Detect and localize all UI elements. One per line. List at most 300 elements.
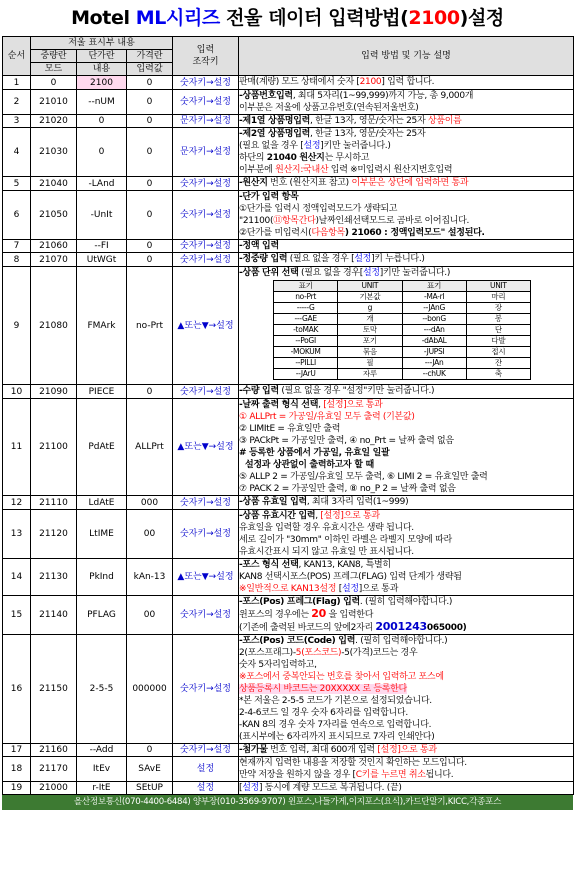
description-line	[239, 707, 573, 719]
mode-code: 21000	[31, 782, 77, 795]
description-line	[239, 659, 573, 671]
input-value: ALLPrt	[127, 399, 173, 496]
unit-row	[274, 325, 531, 336]
description	[239, 385, 574, 399]
unit-cell: 자루	[338, 369, 402, 380]
description-line	[239, 522, 573, 534]
text-run: ]키만 눌러줍니다.)	[320, 141, 391, 151]
text-run: 번호 (원산지표 참고)	[267, 178, 352, 188]
text-run: , 한글 13자, 영문/숫자는 25자	[310, 116, 428, 126]
description-line	[239, 115, 573, 127]
description-line	[239, 459, 573, 471]
description-line	[239, 177, 573, 189]
unit-cell: --JArU	[274, 369, 338, 380]
display-content: PFLAG	[77, 596, 127, 635]
unit-cell: -MA-rI	[402, 292, 466, 303]
mode-code: 21080	[31, 267, 77, 385]
text-run: 만약 저장을 원하지 않을 경우 [	[239, 770, 356, 780]
table-row	[3, 128, 574, 177]
display-content: FMArk	[77, 267, 127, 385]
input-value: 00	[127, 510, 173, 559]
unit-cell: --PoGI	[274, 336, 338, 347]
mode-code: 0	[31, 76, 77, 90]
unit-cell: 기본값	[338, 292, 402, 303]
text-run: *본 저울은 2-5-5 코드가 기본으로 설정되었습니다.	[239, 696, 432, 706]
description	[239, 267, 574, 385]
input-value: SEtUP	[127, 782, 173, 795]
text-run: (필요 없을 경우 [	[239, 141, 304, 151]
text-run: -제1열 상품명입력	[239, 116, 310, 126]
description	[239, 559, 574, 596]
text-run: 설정	[303, 141, 321, 151]
text-run: [설정]으로 통과	[323, 400, 383, 410]
text-run: 됩니다.	[425, 770, 454, 780]
mode-code: 21110	[31, 496, 77, 510]
display-content: --FI	[77, 240, 127, 253]
mode-code: 21020	[31, 115, 77, 128]
text-run: ①단가를 입력시 정액입력모드가 생략되고	[239, 204, 398, 214]
operation-key: 숫자키→설정	[173, 191, 239, 240]
operation-key: 숫자키→설정	[173, 253, 239, 267]
table-row	[3, 635, 574, 744]
unit-header-cell: UNIT	[338, 281, 402, 292]
step-number: 13	[3, 510, 31, 559]
input-value: no-Prt	[127, 267, 173, 385]
text-run: (기존에 출력된 바코드의 앞에2자리	[239, 623, 376, 633]
text-run: # 등록한 상품에서 가공일, 유효일 일괄	[239, 448, 390, 458]
text-run: 2(포스프래그)-	[239, 648, 296, 658]
operation-key: 설정	[173, 757, 239, 782]
input-value: 000	[127, 496, 173, 510]
text-run: 2001243	[375, 621, 427, 633]
description-line	[239, 510, 573, 522]
description-line	[239, 191, 573, 203]
unit-cell: no-Prt	[274, 292, 338, 303]
description-line	[239, 267, 573, 279]
text-run: ※일반적으로 KAN13설정	[239, 584, 337, 594]
unit-row	[274, 336, 531, 347]
table-row	[3, 115, 574, 128]
input-value: 0	[127, 253, 173, 267]
description-line	[239, 447, 573, 459]
mode-code: 21130	[31, 559, 77, 596]
header-price-field: 가격란	[127, 50, 173, 63]
text-run: ⑦ PACK 2 = 가공일만 출력, ⑧ no_P 2 = 날짜 출력 없음	[239, 484, 456, 494]
description-line	[239, 471, 573, 483]
unit-row	[274, 292, 531, 303]
mode-code: 21170	[31, 757, 77, 782]
description	[239, 782, 574, 795]
text-run: 2100	[359, 77, 382, 87]
text-run: [	[239, 783, 243, 793]
input-value: 0	[127, 191, 173, 240]
step-number: 6	[3, 191, 31, 240]
text-run: 숫자 5자리입력하고,	[239, 660, 317, 670]
description-line	[239, 227, 573, 239]
text-run: 입력 ※미입력시 원산지번호입력	[328, 165, 453, 175]
display-content: 0	[77, 128, 127, 177]
description	[239, 76, 574, 90]
text-run: (필요 없을 경우[	[298, 268, 363, 278]
text-run: 이부분은 상단에 입력하면 통과	[351, 178, 469, 188]
unit-cell: ---GAE	[274, 314, 338, 325]
unit-cell: 포기	[338, 336, 402, 347]
text-run: ]키만 눌러줍니다.)	[379, 268, 451, 278]
contact-footer: 올산정보통신(070-4400-6484) 양부장(010-3569-9707) 윈포스,나들가게,이지포스(요식),카드단말기,KICC,각종포스	[2, 795, 573, 810]
mode-code: 21060	[31, 240, 77, 253]
input-value: kAn-13	[127, 559, 173, 596]
text-run: 21040 원산지	[266, 153, 325, 163]
table-row	[3, 191, 574, 240]
unit-cell: 개	[338, 314, 402, 325]
text-run: [설정]으로 통과	[377, 745, 437, 755]
mode-code: 21120	[31, 510, 77, 559]
description-line	[239, 496, 573, 508]
text-run: 원산지:국내산	[275, 165, 329, 175]
text-run: 는 무시하고	[324, 153, 370, 163]
step-number: 16	[3, 635, 31, 744]
input-value: 0	[127, 240, 173, 253]
display-content: PdAtE	[77, 399, 127, 496]
mode-code: 21150	[31, 635, 77, 744]
description-line	[239, 769, 573, 781]
operation-key: 숫자키→설정	[173, 744, 239, 757]
title-code: 2100	[408, 7, 460, 29]
table-row	[3, 240, 574, 253]
text-run: ,	[315, 511, 321, 521]
display-content: 2-5-5	[77, 635, 127, 744]
title-text: )설정	[459, 7, 504, 29]
unit-cell: 토막	[338, 325, 402, 336]
text-run: , 최대 5자리(1~99,999)까지 가능, 총 9,000개	[292, 91, 474, 101]
description-line	[239, 596, 573, 608]
description	[239, 240, 574, 253]
unit-cell: 단	[466, 325, 530, 336]
step-number: 15	[3, 596, 31, 635]
display-content: ItEv	[77, 757, 127, 782]
step-number: 12	[3, 496, 31, 510]
step-number: 3	[3, 115, 31, 128]
display-content: LdAtE	[77, 496, 127, 510]
operation-key: 숫자키→설정	[173, 596, 239, 635]
text-run: (표시부에는 6자리까지 표시되므로 7자리 인쇄안다)	[239, 732, 435, 742]
text-run: 20	[311, 608, 326, 620]
description	[239, 115, 574, 128]
step-number: 19	[3, 782, 31, 795]
text-run: 설정	[242, 783, 260, 793]
input-value: 0	[127, 744, 173, 757]
operation-key: 숫자키→설정	[173, 510, 239, 559]
text-run: ] 입력 합니다.	[381, 77, 435, 87]
operation-key: ▲또는▼→설정	[173, 399, 239, 496]
description-line	[239, 385, 573, 397]
unit-cell: ---JAn	[402, 358, 466, 369]
title-text: Motel	[71, 7, 136, 29]
text-run: )날짜인쇄선택모드로 곰바로 이어집니다.	[315, 216, 470, 226]
text-run: 판매(계량) 모드 상태에서 숫자 [	[239, 77, 360, 87]
step-number: 17	[3, 744, 31, 757]
operation-key: 설정	[173, 782, 239, 795]
display-content: 0	[77, 115, 127, 128]
text-run: 065000)	[426, 623, 467, 633]
description-line	[239, 608, 573, 621]
operation-key: 숫자키→설정	[173, 76, 239, 90]
header-content: 내용	[77, 63, 127, 76]
mode-code: 21090	[31, 385, 77, 399]
text-run: -상품 유효시간 입력	[239, 511, 316, 521]
display-content: --nUM	[77, 90, 127, 115]
text-run: 현재까지 입력한 내용을 저장할 것인지 확인하는 모드입니다.	[239, 758, 467, 768]
text-run: 상품등록시 바코드는 20XXXXX 로 등록한다	[239, 684, 407, 694]
display-content: PIECE	[77, 385, 127, 399]
unit-cell: --PILLI	[274, 358, 338, 369]
operation-key: 숫자키→설정	[173, 90, 239, 115]
header-seq: 순서	[3, 37, 31, 76]
text-run: -원산지	[239, 178, 268, 188]
description-line	[239, 683, 573, 695]
text-run: 유효일을 입력할 경우 유효시간은 생략 됩니다.	[239, 523, 414, 533]
text-run: 을 입력한다	[326, 610, 374, 620]
description-line	[239, 215, 573, 227]
description	[239, 510, 574, 559]
header-unit-price-field: 단가란	[77, 50, 127, 63]
unit-row	[274, 369, 531, 380]
unit-cell: -JUPSI	[402, 347, 466, 358]
unit-header-cell: 표기	[402, 281, 466, 292]
operation-key: 문자키→설정	[173, 128, 239, 177]
unit-cell: 접시	[466, 347, 530, 358]
text-run: 설정과 상관없이 출력하고자 할 때	[245, 460, 374, 470]
input-value: 0	[127, 385, 173, 399]
operation-key: 문자키→설정	[173, 115, 239, 128]
mode-code: 21010	[31, 90, 77, 115]
description-line	[239, 240, 573, 252]
display-content: -LAnd	[77, 177, 127, 191]
table-row	[3, 496, 574, 510]
input-value: 0	[127, 76, 173, 90]
unit-cell: -MOKUM	[274, 347, 338, 358]
description-line	[239, 102, 573, 114]
text-run: -KAN 8의 경우 숫자 7자리를 연속으로 입력합니다.	[239, 720, 432, 730]
unit-row	[274, 358, 531, 369]
table-row	[3, 399, 574, 496]
description-line	[239, 164, 573, 176]
text-run: -단가 입력 항목	[239, 192, 299, 202]
description-line	[239, 671, 573, 683]
operation-key: 숫자키→설정	[173, 177, 239, 191]
header-operation-key: 입력 조작키	[173, 37, 239, 76]
description-line	[239, 423, 573, 435]
display-content: 2100	[77, 76, 127, 90]
operation-key: 숫자키→설정	[173, 635, 239, 744]
step-number: 8	[3, 253, 31, 267]
text-run: -포스(Pos) 코드(Code) 입력	[239, 636, 356, 646]
table-row	[3, 76, 574, 90]
step-number: 10	[3, 385, 31, 399]
unit-header-cell: UNIT	[466, 281, 530, 292]
text-run: ② LIMItE = 유효일만 출력	[239, 424, 341, 434]
description	[239, 496, 574, 510]
text-run: 2-4-6코드 일 경우 숫자 6자리를 입력합니다.	[239, 708, 408, 718]
description-line	[239, 399, 573, 411]
unit-cell: --chUK	[402, 369, 466, 380]
text-run: 설정	[354, 254, 372, 264]
display-content: UtWGt	[77, 253, 127, 267]
display-content: r-ItE	[77, 782, 127, 795]
description-line	[239, 647, 573, 659]
unit-cell: 필	[338, 358, 402, 369]
description-line	[239, 128, 573, 140]
description	[239, 128, 574, 177]
unit-table-header	[274, 281, 531, 292]
display-content: LtIME	[77, 510, 127, 559]
text-run: -상품번호입력	[239, 91, 293, 101]
text-run: -날짜 출력 형식 선택	[239, 400, 319, 410]
operation-key: ▲또는▼→설정	[173, 267, 239, 385]
description	[239, 253, 574, 267]
input-value: 00	[127, 596, 173, 635]
header-display-group: 저울 표시부 내용	[31, 37, 173, 50]
text-run: KAN8 선택시포스(POS) 프레그(FLAG) 입력 단계가 생략됨	[239, 572, 462, 582]
unit-cell: 마리	[466, 292, 530, 303]
text-run: ]키 누릅니다.)	[371, 254, 425, 264]
text-run: , KAN13, KAN8, 특별히	[298, 560, 391, 570]
mode-code: 21140	[31, 596, 77, 635]
text-run: -5(가격)코드는 경우	[341, 648, 418, 658]
unit-cell: --JAnG	[402, 303, 466, 314]
unit-cell: ---dAn	[402, 325, 466, 336]
mode-code: 21100	[31, 399, 77, 496]
text-run: 세로 길이가 "30mm" 이하인 라벨은 라벨지 모양에 따라	[239, 535, 452, 545]
description	[239, 744, 574, 757]
description-line	[239, 76, 573, 88]
text-run: ] 동시에 계량 모드로 복귀됩니다. (끝)	[259, 783, 402, 793]
text-run: [설정]으로 통과	[320, 511, 380, 521]
text-run: [	[336, 584, 342, 594]
unit-cell: -----G	[274, 303, 338, 314]
step-number: 7	[3, 240, 31, 253]
text-run: 번호 입력, 최대 600개 입력	[267, 745, 378, 755]
mode-code: 21160	[31, 744, 77, 757]
text-run: "21100(	[239, 216, 274, 226]
text-run: 다음항목	[311, 228, 345, 238]
text-run: 5(포스코드)	[295, 648, 342, 658]
input-value: 0	[127, 128, 173, 177]
setup-table	[2, 36, 574, 795]
step-number: 4	[3, 128, 31, 177]
description	[239, 177, 574, 191]
description	[239, 635, 574, 744]
display-content: -UnIt	[77, 191, 127, 240]
text-run: 이부분에	[239, 165, 276, 175]
header-description: 입력 방법 및 기능 설명	[239, 37, 574, 76]
description-line	[239, 731, 573, 743]
unit-cell: -dAbAL	[402, 336, 466, 347]
text-run: ]으로 통과	[358, 584, 399, 594]
text-run: -수량 입력	[239, 386, 279, 396]
text-run: ※포스에서 중복안되는 번호를 찾아서 입력하고 포스에	[239, 672, 444, 682]
title-series: ML시리즈	[135, 7, 220, 29]
description-line	[239, 744, 573, 756]
description-line	[239, 635, 573, 647]
step-number: 1	[3, 76, 31, 90]
description-line	[239, 719, 573, 731]
unit-cell: 봉	[466, 314, 530, 325]
description-line	[239, 203, 573, 215]
table-row	[3, 90, 574, 115]
table-row	[3, 510, 574, 559]
step-number: 14	[3, 559, 31, 596]
header-input-value: 입력값	[127, 63, 173, 76]
description-line	[239, 583, 573, 595]
text-run: -상품 단위 선택	[239, 268, 299, 278]
text-run: . (필히 입력해야합니다.)	[359, 597, 453, 607]
mode-code: 21030	[31, 128, 77, 177]
step-number: 18	[3, 757, 31, 782]
unit-row	[274, 314, 531, 325]
page-title	[0, 0, 575, 36]
table-row	[3, 559, 574, 596]
text-run: , 최대 3자리 입력(1~999)	[306, 497, 409, 507]
text-run: ②단가를 미입력시(	[239, 228, 312, 238]
step-number: 2	[3, 90, 31, 115]
text-run: ⑤ ALLP 2 = 가공일/유효일 모두 출력, ⑥ LIMI 2 = 유효일만 출력	[239, 472, 488, 482]
text-run: -정액 입력	[239, 241, 279, 251]
description-line	[239, 90, 573, 102]
step-number: 9	[3, 267, 31, 385]
text-run: -포스(Pos) 프레그(Flag) 입력	[239, 597, 360, 607]
unit-row	[274, 347, 531, 358]
table-row	[3, 744, 574, 757]
text-run: ⑪항목간다	[273, 216, 316, 226]
description	[239, 596, 574, 635]
description-line	[239, 695, 573, 707]
text-run: -포스 형식 선택	[239, 560, 299, 570]
text-run: ,	[318, 400, 324, 410]
table-row	[3, 596, 574, 635]
input-value: 0	[127, 177, 173, 191]
unit-cell: --bonG	[402, 314, 466, 325]
unit-cell: 장	[466, 303, 530, 314]
description-line	[239, 253, 573, 265]
text-run: 윈포스의 경우에는	[239, 610, 312, 620]
table-row	[3, 253, 574, 267]
header-weight-field: 중량란	[31, 50, 77, 63]
input-value: 000000	[127, 635, 173, 744]
description-line	[239, 571, 573, 583]
text-run: ③ PACkPt = 가공일만 출력, ④ no_Prt = 날짜 출력 없음	[239, 436, 454, 446]
text-run: ① ALLPrt = 가공일/유효일 모두 출력 (기본값)	[239, 412, 415, 422]
text-run: 이부분은 저울에 상품고유번호(연속된저울번호)	[239, 103, 419, 113]
description-line	[239, 757, 573, 769]
step-number: 5	[3, 177, 31, 191]
text-run: -상품 유효일 입력	[239, 497, 307, 507]
display-content: PkInd	[77, 559, 127, 596]
title-text: 전울 데이터 입력방법(	[219, 7, 409, 29]
text-run: -정중량 입력	[239, 254, 288, 264]
text-run: 상품이름	[427, 116, 462, 126]
table-row	[3, 177, 574, 191]
unit-row	[274, 303, 531, 314]
description	[239, 399, 574, 496]
description-line	[239, 152, 573, 164]
text-run: (필요 없을 경우 "설정"키만 눌러줍니다.)	[278, 386, 435, 396]
description-line	[239, 546, 573, 558]
description-line	[239, 782, 573, 794]
unit-cell: 묶음	[338, 347, 402, 358]
table-row	[3, 757, 574, 782]
table-row	[3, 782, 574, 795]
